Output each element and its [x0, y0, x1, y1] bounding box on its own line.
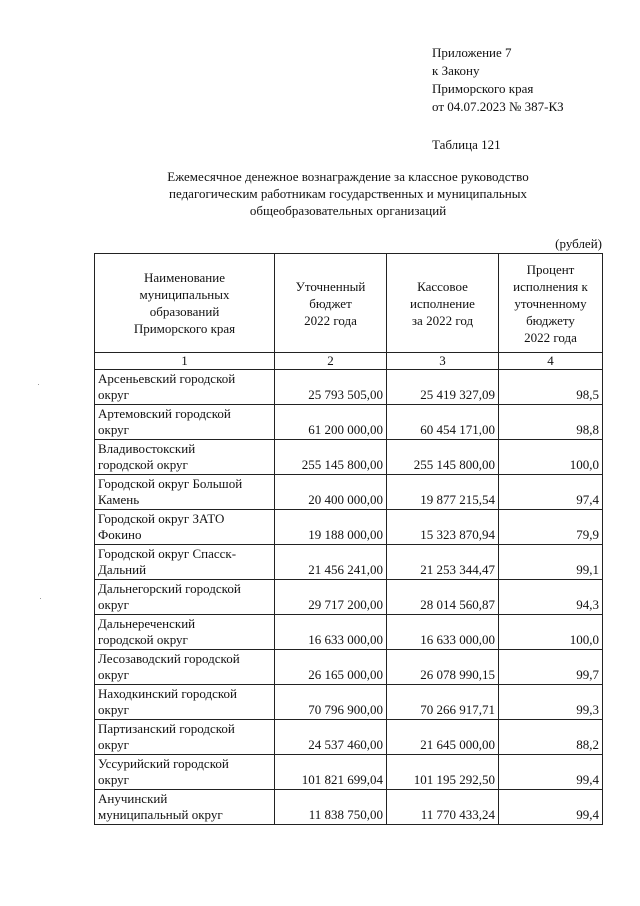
municipality-name-cell [95, 755, 275, 790]
execution-cell: 28 014 560,87 [387, 580, 499, 615]
municipality-name-line: округ [98, 597, 129, 612]
percent-cell: 98,8 [499, 405, 603, 440]
header-line: 2022 года [524, 329, 577, 345]
header-line: бюджету [526, 312, 575, 328]
municipality-name-cell [95, 475, 275, 510]
percent-cell: 79,9 [499, 510, 603, 545]
execution-cell: 16 633 000,00 [387, 615, 499, 650]
table-body [95, 370, 603, 825]
municipality-name-line: городской округ [98, 457, 188, 472]
municipality-name-cell [95, 650, 275, 685]
municipality-name-line: Партизанский городской [98, 721, 235, 736]
percent-cell: 100,0 [499, 615, 603, 650]
municipality-name-line: округ [98, 702, 129, 717]
percent-cell: 99,4 [499, 790, 603, 825]
header-line: Уточненный [295, 278, 366, 294]
header-line: муниципальных [139, 287, 230, 302]
column-number: 3 [387, 353, 499, 370]
budget-cell: 19 188 000,00 [275, 510, 387, 545]
municipality-name-line: Анучинский [98, 791, 168, 806]
municipality-name-line: округ [98, 737, 129, 752]
appendix-line: к Закону [432, 63, 480, 78]
percent-cell: 100,0 [499, 440, 603, 475]
header-line: Наименование [144, 270, 225, 285]
budget-cell: 61 200 000,00 [275, 405, 387, 440]
column-number-row [95, 353, 603, 370]
table-row [95, 685, 603, 720]
table-row [95, 510, 603, 545]
municipality-name-line: Артемовский городской [98, 406, 231, 421]
execution-cell: 21 253 344,47 [387, 545, 499, 580]
municipality-name-cell [95, 405, 275, 440]
municipality-name-line: Городской округ ЗАТО [98, 511, 225, 526]
budget-cell: 25 793 505,00 [275, 370, 387, 405]
header-execution [387, 254, 499, 353]
header-line: Приморского края [133, 321, 236, 336]
municipality-name-line: Уссурийский городской [98, 756, 229, 771]
budget-cell: 101 821 699,04 [275, 755, 387, 790]
budget-cell: 11 838 750,00 [275, 790, 387, 825]
table-row [95, 650, 603, 685]
table-row [95, 720, 603, 755]
budget-cell: 20 400 000,00 [275, 475, 387, 510]
execution-cell: 19 877 215,54 [387, 475, 499, 510]
municipality-name-line: Фокино [98, 527, 142, 542]
table-row [95, 405, 603, 440]
header-line: образований [149, 304, 220, 319]
execution-cell: 25 419 327,09 [387, 370, 499, 405]
execution-cell: 11 770 433,24 [387, 790, 499, 825]
municipality-name-line: Камень [98, 492, 140, 507]
percent-cell: 98,5 [499, 370, 603, 405]
header-line: исполнение [410, 295, 475, 311]
municipality-name-line: Дальнегорский городской [98, 581, 241, 596]
header-row [95, 254, 603, 353]
budget-cell: 16 633 000,00 [275, 615, 387, 650]
header-percent [499, 254, 603, 353]
municipality-name-line: Городской округ Спасск- [98, 546, 237, 561]
title-line: Ежемесячное денежное вознаграждение за классное руководство [167, 169, 529, 184]
table-number: Таблица 121 [432, 137, 501, 152]
budget-cell: 255 145 800,00 [275, 440, 387, 475]
scan-speck [38, 384, 39, 385]
document-title [96, 168, 600, 219]
appendix-line: от 04.07.2023 № 387-КЗ [432, 99, 564, 114]
municipality-name-cell [95, 370, 275, 405]
municipality-name-cell [95, 580, 275, 615]
execution-cell: 101 195 292,50 [387, 755, 499, 790]
title-line: общеобразовательных организаций [249, 203, 447, 218]
percent-cell: 99,7 [499, 650, 603, 685]
municipality-name-line: Владивостокский [98, 441, 196, 456]
municipality-name-line: округ [98, 387, 129, 402]
budget-cell: 26 165 000,00 [275, 650, 387, 685]
execution-cell: 26 078 990,15 [387, 650, 499, 685]
budget-table [94, 253, 603, 825]
percent-cell: 99,4 [499, 755, 603, 790]
municipality-name-line: округ [98, 772, 129, 787]
municipality-name-line: Арсеньевский городской [98, 371, 236, 386]
percent-cell: 94,3 [499, 580, 603, 615]
municipality-name-cell [95, 510, 275, 545]
municipality-name-cell [95, 440, 275, 475]
table-row [95, 580, 603, 615]
municipality-name-line: округ [98, 422, 129, 437]
appendix-line: Приложение 7 [432, 45, 512, 60]
municipality-name-cell [95, 685, 275, 720]
header-line: уточненному [514, 295, 587, 311]
municipality-name-line: Дальнереченский [98, 616, 196, 631]
execution-cell: 60 454 171,00 [387, 405, 499, 440]
municipality-name-cell [95, 545, 275, 580]
percent-cell: 99,3 [499, 685, 603, 720]
percent-cell: 97,4 [499, 475, 603, 510]
table-row [95, 370, 603, 405]
header-line: исполнения к [513, 278, 588, 294]
execution-cell: 70 266 917,71 [387, 685, 499, 720]
municipality-name-line: Городской округ Большой [98, 476, 243, 491]
municipality-name-cell [95, 790, 275, 825]
budget-cell: 70 796 900,00 [275, 685, 387, 720]
execution-cell: 255 145 800,00 [387, 440, 499, 475]
table-row [95, 615, 603, 650]
budget-cell: 29 717 200,00 [275, 580, 387, 615]
column-number: 1 [95, 353, 275, 370]
municipality-name-line: городской округ [98, 632, 188, 647]
municipality-name-cell [95, 720, 275, 755]
budget-cell: 24 537 460,00 [275, 720, 387, 755]
scan-speck [40, 598, 41, 599]
municipality-name-line: округ [98, 667, 129, 682]
budget-cell: 21 456 241,00 [275, 545, 387, 580]
title-line: педагогическим работникам государственных и муниципальных [169, 186, 527, 201]
execution-cell: 21 645 000,00 [387, 720, 499, 755]
table-row [95, 475, 603, 510]
header-line: бюджет [309, 295, 352, 311]
appendix-block [432, 44, 564, 116]
municipality-name-line: муниципальный округ [98, 807, 223, 822]
table-row [95, 755, 603, 790]
header-budget [275, 254, 387, 353]
percent-cell: 88,2 [499, 720, 603, 755]
column-number: 2 [275, 353, 387, 370]
header-line: 2022 года [304, 312, 357, 328]
header-line: Процент [526, 261, 575, 277]
percent-cell: 99,1 [499, 545, 603, 580]
column-number: 4 [499, 353, 603, 370]
municipality-name-line: Дальний [98, 562, 147, 577]
municipality-name-line: Находкинский городской [98, 686, 238, 701]
table-row [95, 440, 603, 475]
appendix-line: Приморского края [432, 81, 534, 96]
table-row [95, 790, 603, 825]
municipality-name-line: Лесозаводский городской [98, 651, 240, 666]
header-municipality [95, 254, 275, 353]
table-row [95, 545, 603, 580]
header-line: Кассовое [417, 278, 468, 294]
header-line: за 2022 год [411, 312, 474, 328]
municipality-name-cell [95, 615, 275, 650]
execution-cell: 15 323 870,94 [387, 510, 499, 545]
units-label: (рублей) [555, 236, 602, 251]
